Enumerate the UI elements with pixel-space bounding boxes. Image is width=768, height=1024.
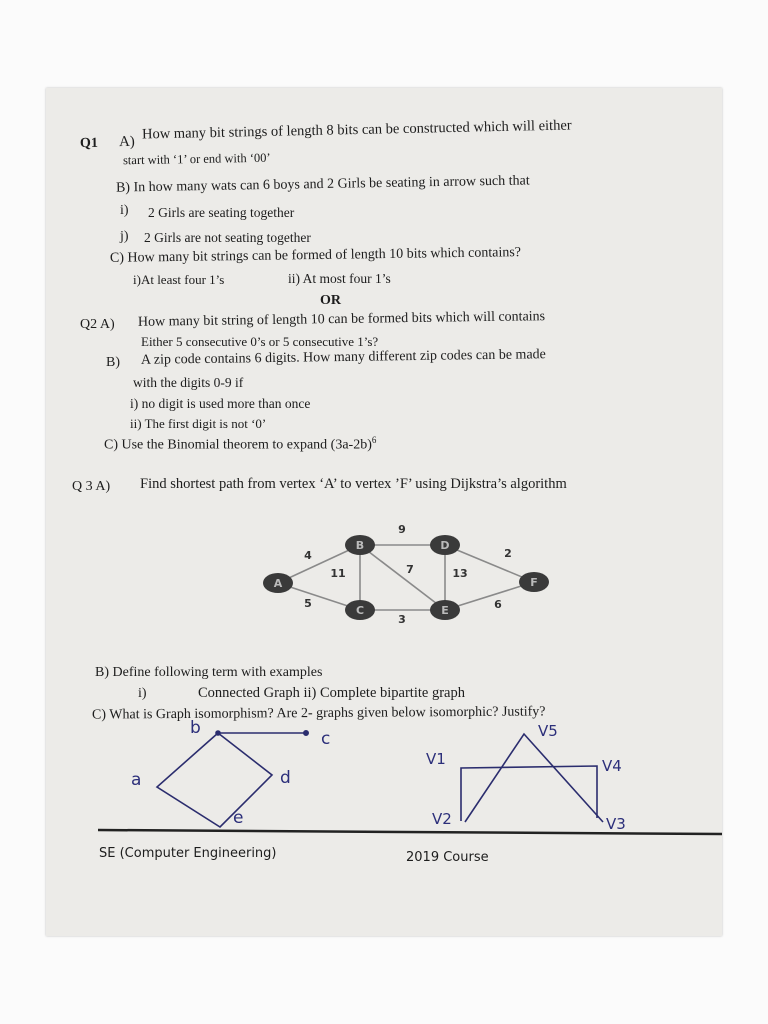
node-label-A: A: [273, 577, 283, 590]
edge-weight-CE: 3: [398, 613, 406, 626]
q2a-text-2: Either 5 consecutive 0’s or 5 consecutive 1’s?: [141, 334, 379, 349]
edge-weight-EF: 6: [494, 598, 502, 611]
edge-weight-AC: 5: [304, 597, 312, 610]
q3c-text: C) What is Graph isomorphism? Are 2- graphs given below isomorphic? Justify?: [91, 704, 546, 723]
q2c-exponent: 6: [371, 435, 377, 445]
q3b-i: Connected Graph ii) Complete bipartite graph: [198, 685, 465, 701]
q1b-ii: 2 Girls are not seating together: [144, 230, 311, 245]
q2b-text-2: with the digits 0-9 if: [133, 375, 244, 390]
edge-weight-BD: 9: [398, 523, 406, 536]
node-label-D: D: [440, 539, 450, 552]
g1-label-a: a: [131, 770, 142, 790]
node-label-F: F: [530, 576, 538, 589]
q1c-ii: ii) At most four 1’s: [288, 271, 391, 286]
or-divider: OR: [320, 293, 341, 308]
g2-label-v4: V4: [602, 757, 622, 775]
node-label-B: B: [355, 539, 365, 552]
q1b-text: B) In how many wats can 6 boys and 2 Girls be seating in arrow such that: [115, 173, 530, 196]
q1b-i: 2 Girls are seating together: [148, 205, 295, 220]
q2b-ii: ii) The first digit is not ‘0’: [130, 416, 267, 431]
g2-label-v3: V3: [606, 815, 626, 833]
q3-label: Q 3 A): [72, 479, 111, 494]
q2c-expression: C) Use the Binomial theorem to expand (3a-2b): [104, 437, 372, 453]
q2b-i: i) no digit is used more than once: [130, 396, 311, 411]
g2-label-v1: V1: [426, 750, 446, 768]
g2-label-v5: V5: [538, 722, 558, 740]
q1a-label: A): [118, 133, 135, 151]
footer-course: 2019 Course: [406, 850, 489, 865]
q1b-i-label: i): [120, 203, 129, 218]
g2-label-v2: V2: [432, 810, 452, 828]
q2a-text: How many bit string of length 10 can be formed bits which will contains: [137, 309, 546, 330]
q3b-text: B) Define following term with examples: [95, 665, 323, 680]
edge-weight-DE: 13: [452, 567, 468, 580]
g1-label-c: c: [321, 729, 331, 749]
q1c-i: i)At least four 1’s: [133, 272, 225, 287]
q2b-label: B): [106, 355, 120, 370]
q3b-i-label: i): [138, 686, 147, 701]
g1-label-e: e: [233, 808, 244, 828]
footer-department: SE (Computer Engineering): [99, 846, 277, 861]
node-label-C: C: [355, 604, 365, 617]
edge-weight-BE: 7: [406, 563, 414, 576]
q1b-ii-label: j): [120, 229, 129, 244]
q2b-text: A zip code contains 6 digits. How many different zip codes can be made: [140, 347, 546, 368]
q1a-text: How many bit strings of length 8 bits can be constructed which will either: [141, 117, 572, 143]
node-label-E: E: [441, 604, 449, 617]
g1-label-d: d: [280, 768, 291, 788]
q3a-text: Find shortest path from vertex ‘A’ to vertex ’F’ using Dijkstra’s algorithm: [140, 476, 567, 492]
edge-weight-BC: 11: [330, 567, 346, 580]
g1-label-b: b: [190, 718, 201, 738]
q2-label: Q2 A): [80, 317, 115, 332]
edge-weight-DF: 2: [504, 547, 512, 560]
q1a-text-2: start with ‘1’ or end with ‘00’: [122, 150, 271, 168]
edge-weight-AB: 4: [304, 549, 312, 562]
q1-label: Q1: [79, 135, 99, 152]
q1c-text: C) How many bit strings can be formed of length 10 bits which contains?: [109, 245, 522, 266]
